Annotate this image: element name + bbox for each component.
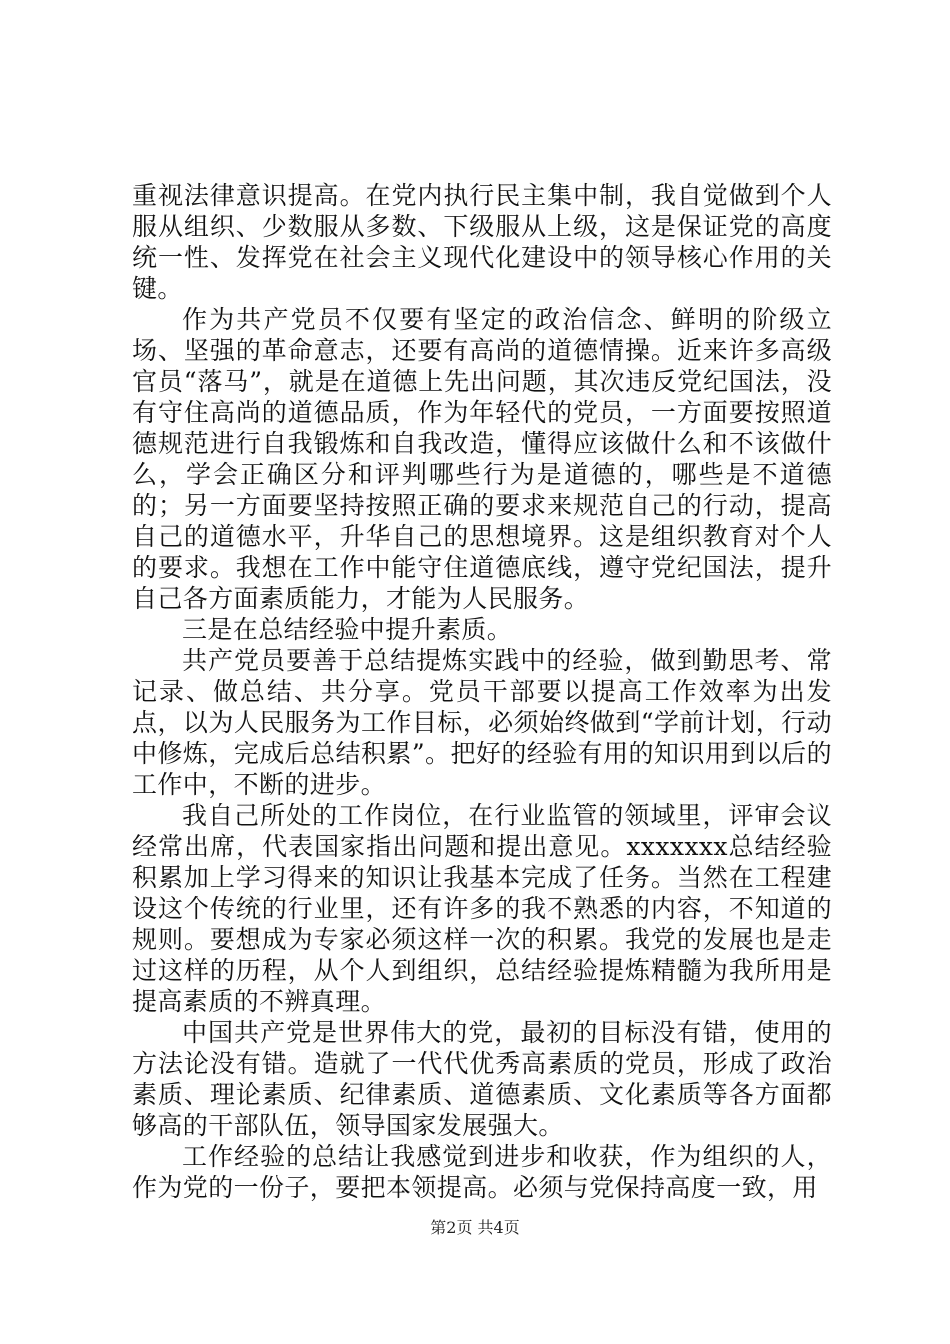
paragraph-4: 共产党员要善于总结提炼实践中的经验，做到勤思考、常记录、做总结、共分享。党员干部要以提高工作效率为出发点，以为人民服务为工作目标，必须始终做到“学前计划，行动中修炼，完成后总结积累”。把好的经验有用的知识用到以后的工作中，不断的进步。 bbox=[132, 646, 832, 799]
paragraph-5: 我自己所处的工作岗位，在行业监管的领域里，评审会议经常出席，代表国家指出问题和提出意见。xxxxxxx总结经验积累加上学习得来的知识让我基本完成了任务。当然在工程建设这个传统的行业里，还有许多的我不熟悉的内容，不知道的规则。要想成为专家必须这样一次的积累。我党的发展也是走过这样的历程，从个人到组织，总结经验提炼精髓为我所用是提高素质的不辨真理。 bbox=[132, 801, 832, 1016]
page-footer bbox=[0, 1215, 950, 1238]
paragraph-2: 作为共产党员不仅要有坚定的政治信念、鲜明的阶级立场、坚强的革命意志，还要有高尚的道德情操。近来许多高级官员“落马”，就是在道德上先出问题，其次违反党纪国法，没有守住高尚的道德品质，作为年轻代的党员，一方面要按照道德规范进行自我锻炼和自我改造，懂得应该做什么和不该做什么，学会正确区分和评判哪些行为是道德的，哪些是不道德的；另一方面要坚持按照正确的要求来规范自己的行动，提高自己的道德水平，升华自己的思想境界。这是组织教育对个人的要求。我想在工作中能守住道德底线，遵守党纪国法，提升自己各方面素质能力，才能为人民服务。 bbox=[132, 305, 832, 613]
paragraph-3-heading: 三是在总结经验中提升素质。 bbox=[182, 615, 513, 644]
document-body bbox=[132, 180, 832, 1203]
paragraph-1: 重视法律意识提高。在党内执行民主集中制，我自觉做到个人服从组织、少数服从多数、下级服从上级，这是保证党的高度统一性、发挥党在社会主义现代化建设中的领导核心作用的关键。 bbox=[132, 181, 832, 303]
paragraph-7: 工作经验的总结让我感觉到进步和收获，作为组织的人，作为党的一份子，要把本领提高。必须与党保持高度一致，用 bbox=[132, 1142, 832, 1202]
paragraph-6: 中国共产党是世界伟大的党，最初的目标没有错，使用的方法论没有错。造就了一代代优秀高素质的党员，形成了政治素质、理论素质、纪律素质、道德素质、文化素质等各方面都够高的干部队伍，领导国家发展强大。 bbox=[132, 1018, 832, 1140]
page-number-label: 第2页 共4页 bbox=[430, 1218, 520, 1237]
